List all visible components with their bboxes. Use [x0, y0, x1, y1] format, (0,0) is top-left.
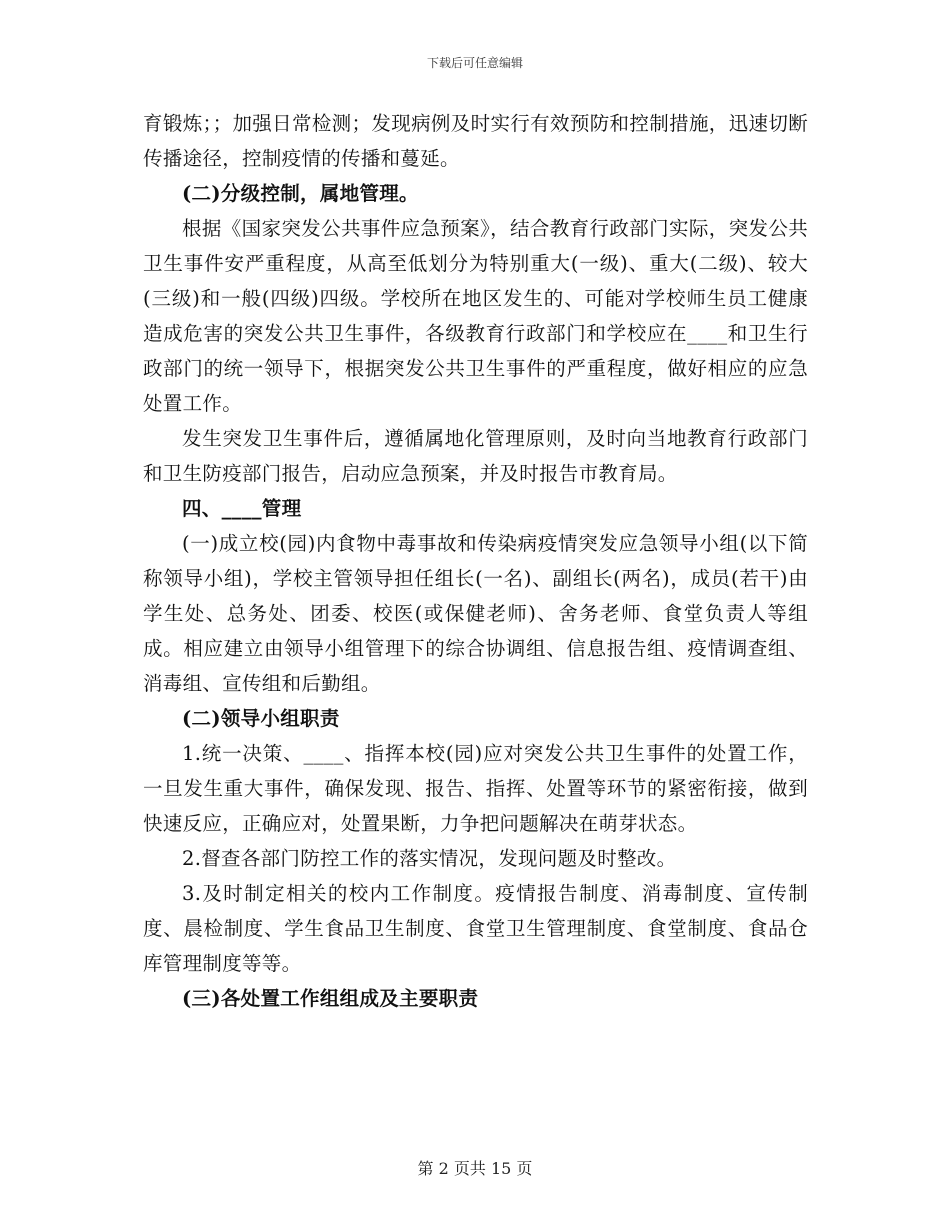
paragraph: 发生突发卫生事件后，遵循属地化管理原则，及时向当地教育行政部门和卫生防疫部门报告，启动应急预案，并及时报告市教育局。: [143, 427, 808, 485]
list-item: 3.及时制定相关的校内工作制度。疫情报告制度、消毒制度、宣传制度、晨检制度、学生食品卫生制度、食堂卫生管理制度、食堂制度、食品仓库管理制度等等。: [143, 882, 808, 975]
paragraph: 根据《国家突发公共事件应急预案》，结合教育行政部门实际，突发公共卫生事件安严重程度，从高至低划分为特别重大(一级)、重大(二级)、较大(三级)和一般(四级)四级。学校所在地区发生的、可能对学校师生员工健康造成危害的突发公共卫生事件，各级教育行政部门和学校应在____和卫生行政部门的统一领导下，根据突发公共卫生事件的严重程度，做好相应的应急处置工作。: [143, 217, 808, 415]
paragraph: (一)成立校(园)内食物中毒事故和传染病疫情突发应急领导小组(以下简称领导小组)，学校主管领导担任组长(一名)、副组长(两名)，成员(若干)由学生处、总务处、团委、校医(或保健老师)、舍务老师、食堂负责人等组成。相应建立由领导小组管理下的综合协调组、信息报告组、疫情调查组、消毒组、宣传组和后勤组。: [143, 532, 808, 695]
section-heading: 四、____管理: [182, 497, 302, 520]
section-heading: (二)领导小组职责: [182, 707, 340, 730]
list-item: 1.统一决策、____、指挥本校(园)应对突发公共卫生事件的处置工作，一旦发生重大事件，确保发现、报告、指挥、处置等环节的紧密衔接，做到快速反应，正确应对，处置果断，力争把问题解决在萌芽状态。: [143, 742, 808, 835]
page-header: 下载后可任意编辑: [426, 56, 523, 70]
section-heading: (二)分级控制，属地管理。: [182, 182, 419, 205]
document-body: [143, 106, 808, 1016]
list-item: 2.督查各部门防控工作的落实情况，发现问题及时整改。: [182, 847, 677, 870]
section-heading: (三)各处置工作组组成及主要职责: [182, 987, 479, 1010]
page-footer: 第 2 页共 15 页: [417, 1159, 533, 1178]
paragraph: 育锻炼；；加强日常检测；发现病例及时实行有效预防和控制措施，迅速切断传播途径，控制疫情的传播和蔓延。: [143, 112, 808, 170]
